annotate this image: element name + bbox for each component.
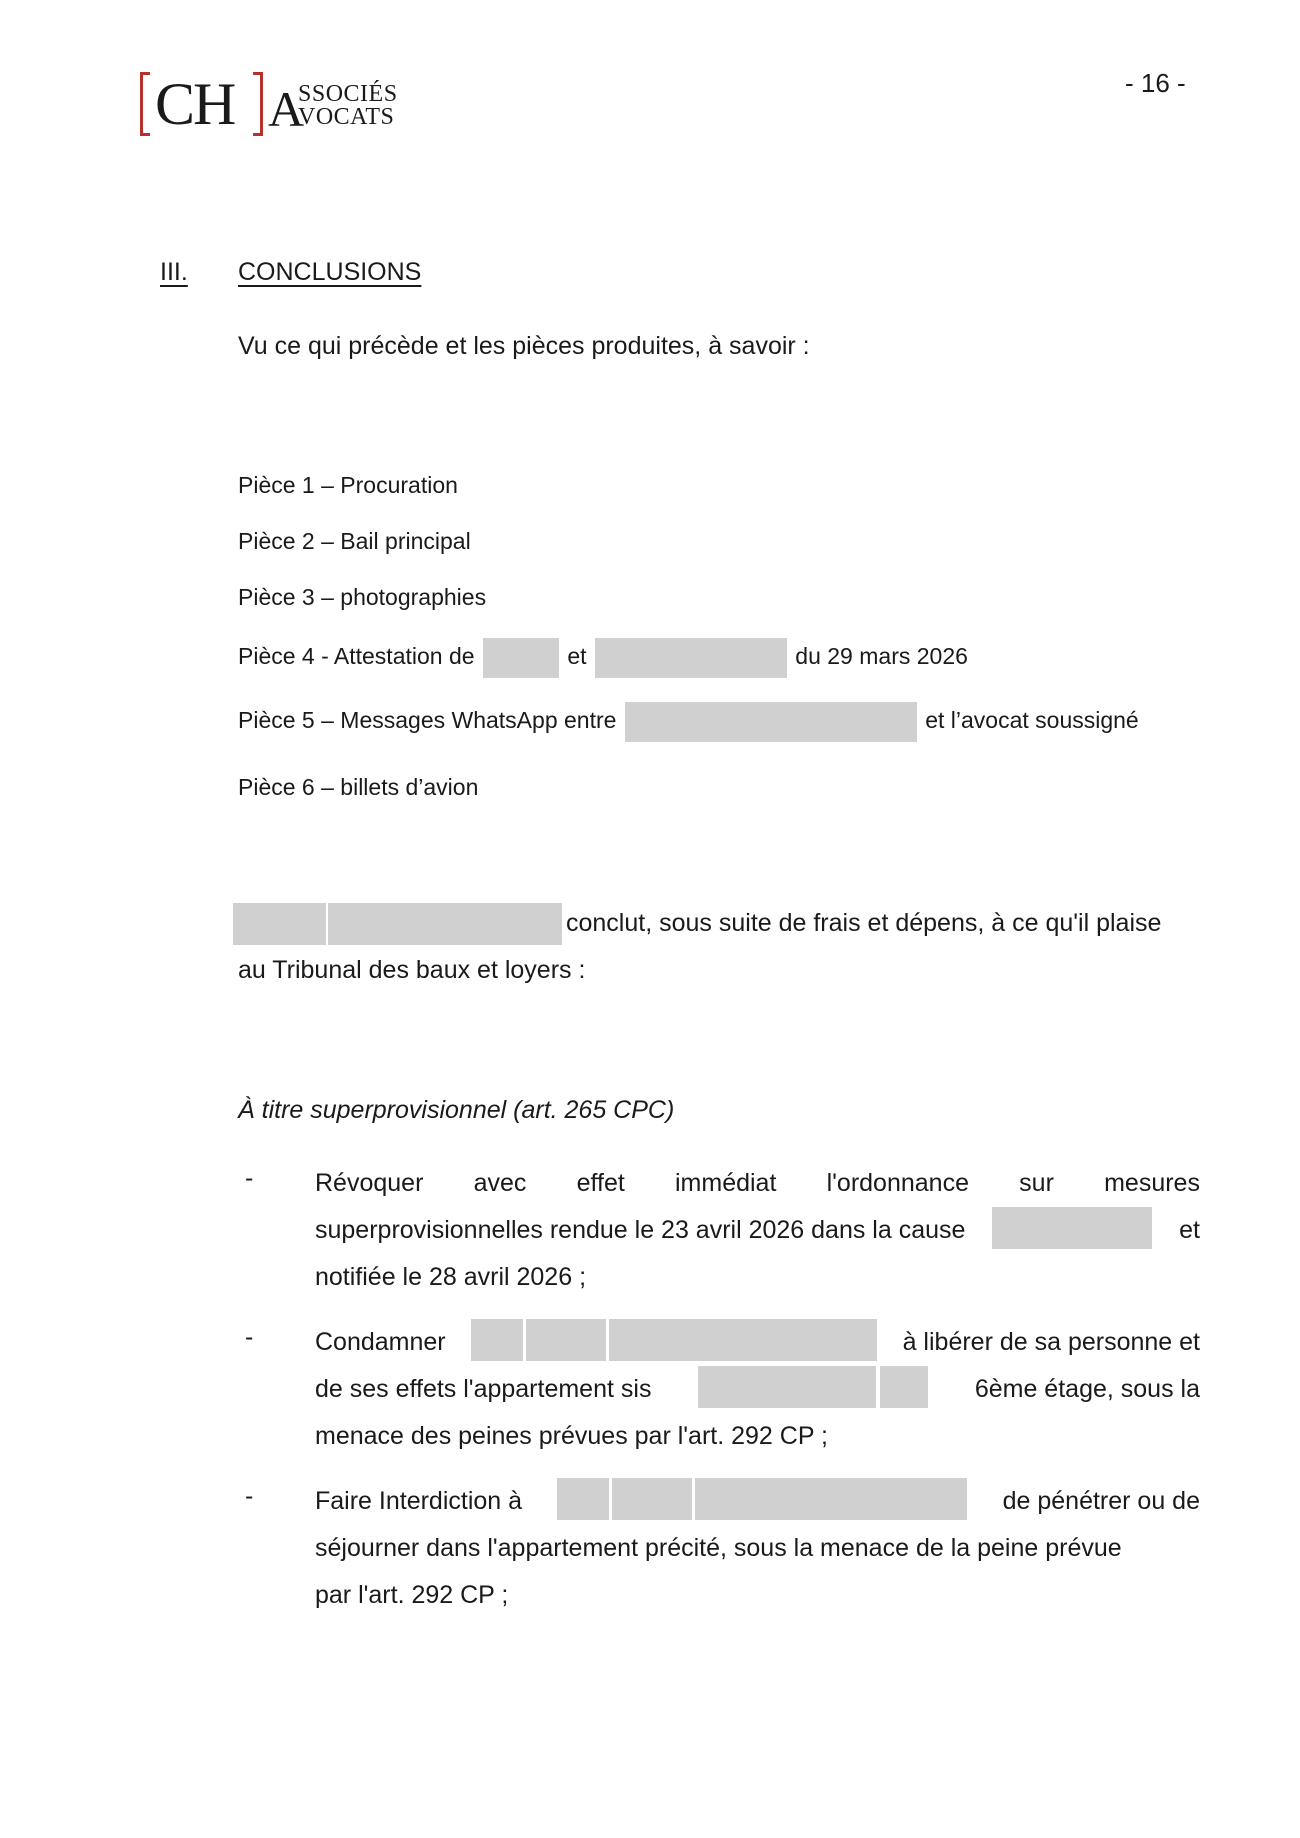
word: Révoquer: [315, 1169, 424, 1197]
redaction-block: [595, 638, 787, 678]
redaction-block: [880, 1366, 928, 1408]
redaction-group: [698, 1366, 928, 1413]
word: l'ordonnance: [826, 1169, 969, 1197]
redaction-block: [992, 1207, 1152, 1249]
bullet-3-text: de pénétrer ou de: [1002, 1487, 1200, 1515]
redaction-block: [483, 638, 559, 678]
piece-item-6: Pièce 6 – billets d’avion: [238, 774, 479, 800]
conclusion-paragraph: [233, 900, 1200, 994]
redaction-block: [695, 1478, 967, 1520]
bullet-1-text: et: [1179, 1216, 1200, 1244]
bullet-dash-2: -: [245, 1323, 254, 1351]
page-number: - 16 -: [1125, 68, 1186, 98]
bullet-item-3: [315, 1478, 1200, 1619]
section-number: III.: [160, 258, 188, 286]
firm-logo: [140, 72, 440, 144]
bullet-dash-1: -: [245, 1164, 254, 1192]
bullet-2-line-3: menace des peines prévues par l'art. 292 CP ;: [315, 1422, 828, 1450]
logo-word-top: SSOCIÉS: [298, 81, 398, 107]
redaction-block: [233, 903, 326, 945]
bullet-2-text: à libérer de sa personne et: [902, 1328, 1200, 1356]
bullet-3-line-3: par l'art. 292 CP ;: [315, 1581, 509, 1609]
bullet-dash-3: -: [245, 1482, 254, 1510]
subheading-superprovisional: À titre superprovisionnel (art. 265 CPC): [238, 1096, 675, 1124]
logo-letters: CH: [155, 71, 235, 137]
intro-paragraph: Vu ce qui précède et les pièces produites, à savoir :: [238, 332, 810, 360]
conclusion-line-1: [233, 900, 1200, 947]
bullet-item-1: [315, 1160, 1200, 1301]
redaction-block: [471, 1319, 523, 1361]
piece-5-label: Pièce 5 – Messages WhatsApp entre: [238, 707, 617, 734]
piece-4-connector: et: [567, 643, 587, 670]
bullet-1-line-1: [315, 1160, 1200, 1207]
word: sur: [1019, 1169, 1054, 1197]
piece-item-5: [238, 702, 1139, 742]
piece-4-date: du 29 mars 2026: [795, 643, 968, 670]
bullet-item-2: [315, 1319, 1200, 1460]
bullet-3-line-1: [315, 1478, 1200, 1525]
bullet-2-line-2: [315, 1366, 1200, 1413]
bullet-1-line-2: [315, 1207, 1200, 1254]
bullet-1-text: superprovisionnelles rendue le 23 avril 2026 dans la cause: [315, 1216, 966, 1244]
bullet-3-line-2: séjourner dans l'appartement précité, sous la menace de la peine prévue: [315, 1534, 1122, 1562]
conclusion-text-1: conclut, sous suite de frais et dépens, à ce qu'il plaise: [566, 909, 1162, 937]
piece-item-2: Pièce 2 – Bail principal: [238, 528, 471, 554]
piece-item-1: Pièce 1 – Procuration: [238, 472, 458, 498]
word: mesures: [1104, 1169, 1200, 1197]
piece-item-3: Pièce 3 – photographies: [238, 584, 487, 610]
bullet-1-line-3: notifiée le 28 avril 2026 ;: [315, 1263, 587, 1291]
redaction-block: [612, 1478, 692, 1520]
redaction-block: [557, 1478, 609, 1520]
bullet-2-text: Condamner: [315, 1328, 446, 1356]
redaction-block: [625, 702, 917, 742]
bullet-2-text: 6ème étage, sous la: [974, 1375, 1200, 1403]
redaction-group: [471, 1319, 877, 1366]
bullet-3-text: Faire Interdiction à: [315, 1487, 523, 1515]
section-title: CONCLUSIONS: [238, 258, 422, 286]
logo-bracket-left: [140, 72, 150, 136]
redaction-group: [557, 1478, 967, 1525]
word: avec: [473, 1169, 527, 1197]
redaction-block: [328, 903, 562, 945]
bullet-2-text: de ses effets l'appartement sis: [315, 1375, 652, 1403]
logo-initial: A: [268, 81, 305, 137]
piece-5-tail: et l’avocat soussigné: [925, 707, 1139, 734]
logo-word-bottom: VOCATS: [298, 104, 395, 130]
conclusion-line-2: au Tribunal des baux et loyers :: [238, 956, 586, 984]
piece-4-label: Pièce 4 - Attestation de: [238, 643, 475, 670]
word: effet: [576, 1169, 625, 1197]
logo-bracket-right: [253, 72, 263, 136]
word: immédiat: [674, 1169, 777, 1197]
redaction-block: [698, 1366, 876, 1408]
redaction-block: [526, 1319, 606, 1361]
piece-item-4: [238, 638, 968, 678]
bullet-2-line-1: [315, 1319, 1200, 1366]
redaction-block: [609, 1319, 877, 1361]
